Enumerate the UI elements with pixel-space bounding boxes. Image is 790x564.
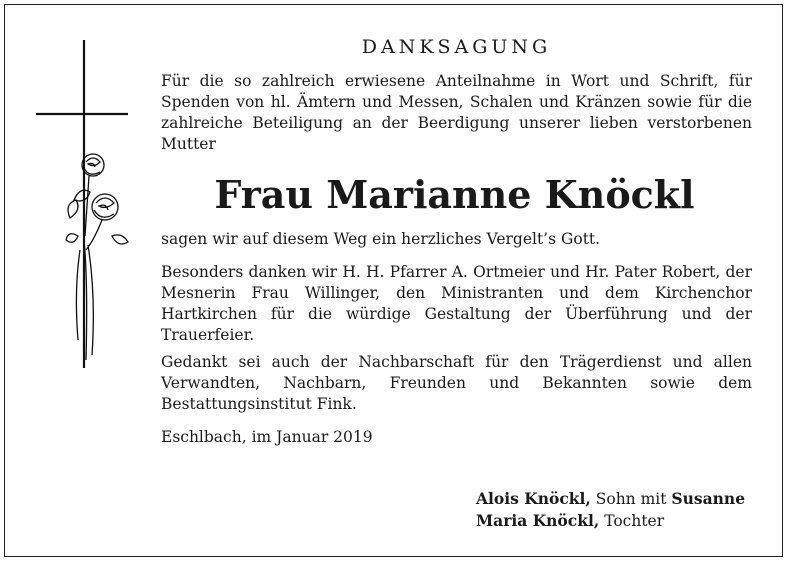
thanks-line: sagen wir auf diesem Weg ein herzliches Vergelt’s Gott.	[161, 230, 601, 248]
roses-icon	[66, 154, 128, 360]
notice-heading: DANKSAGUNG	[361, 36, 552, 58]
signature-line	[476, 510, 745, 532]
special-thanks-paragraph: Besonders danken wir H. H. Pfarrer A. Ortmeier und Hr. Pater Robert, der Mesnerin Frau Willinger, den Ministranten und dem Kirchenchor Hartkirchen für die würdige Gestaltung der Überführung und der Trauerfeier.	[161, 263, 752, 344]
signer-relation: Tochter	[604, 512, 665, 530]
intro-paragraph: Für die so zahlreich erwiesene Anteilnahme in Wort und Schrift, für Spenden von hl. Ämtern und Messen, Schalen und Kränzen sowie für die zahlreiche Beteiligung an der Beerdigung unserer lieben verstorbenen Mutter	[161, 72, 752, 153]
signer-partner: Susanne	[671, 489, 746, 508]
deceased-name: Frau Marianne Knöckl	[214, 172, 695, 217]
neighbors-paragraph: Gedankt sei auch der Nachbarschaft für den Trägerdienst und allen Verwandten, Nachbarn, Freunden und Bekannten sowie dem Bestattungsinstitut Fink.	[161, 353, 752, 413]
signatures	[476, 488, 745, 532]
signer-name: Maria Knöckl,	[476, 511, 600, 530]
cross-icon	[36, 40, 128, 368]
place-date: Eschlbach, im Januar 2019	[161, 428, 373, 446]
signer-name: Alois Knöckl,	[476, 489, 591, 508]
cross-with-roses-icon	[34, 40, 134, 370]
signer-relation: Sohn mit	[595, 490, 667, 508]
notice-body	[161, 36, 752, 448]
signature-line	[476, 488, 745, 510]
